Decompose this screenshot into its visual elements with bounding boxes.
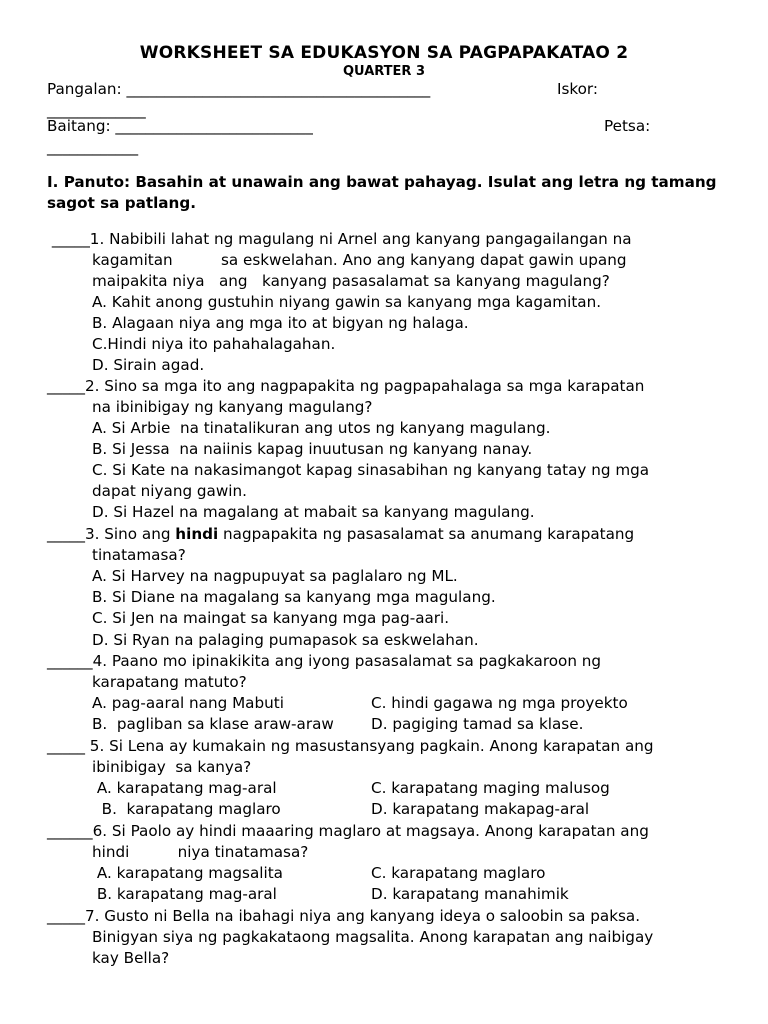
- question-3-choice-a: A. Si Harvey na nagpupuyat sa paglalaro ng ML.: [92, 567, 458, 585]
- question-3-choice-c: C. Si Jen na maingat sa kanyang mga pag-aari.: [92, 609, 450, 627]
- question-7-line-3: kay Bella?: [92, 949, 170, 967]
- question-2-choice-c-line-1: C. Si Kate na nakasimangot kapag sinasabihan ng kanyang tatay ng mga: [92, 461, 650, 479]
- worksheet-title: WORKSHEET SA EDUKASYON SA PAGPAPAKATAO 2: [139, 43, 629, 63]
- question-2-line-1: _____2. Sino sa mga ito ang nagpapakita ng pagpapahalaga sa mga karapatan: [47, 377, 645, 395]
- question-4-choice-b: B. pagliban sa klase araw-araw: [92, 715, 334, 733]
- question-2-line-2: na ibinibigay ng kanyang magulang?: [92, 398, 373, 416]
- name-field: Pangalan: ________________________________________: [47, 80, 431, 98]
- question-2-choice-c-line-2: dapat niyang gawin.: [92, 482, 247, 500]
- question-1-line-1: _____1. Nabibili lahat ng magulang ni Arnel ang kanyang pangagailangan na: [47, 230, 632, 248]
- question-2-choice-b: B. Si Jessa na naiinis kapag inuutusan ng kanyang nanay.: [92, 440, 533, 458]
- question-5-line-2: ibinibigay sa kanya?: [92, 758, 252, 776]
- question-1-choice-a: A. Kahit anong gustuhin niyang gawin sa kanyang mga kagamitan.: [92, 293, 602, 311]
- date-label: Petsa:: [604, 117, 651, 135]
- question-5-choice-a: A. karapatang mag-aral: [92, 779, 277, 797]
- question-3-emphasis: hindi: [175, 525, 219, 543]
- question-3-line-2: tinatamasa?: [92, 546, 186, 564]
- instructions: I. Panuto: Basahin at unawain ang bawat pahayag. Isulat ang letra ng tamang sagot sa patlang.: [47, 173, 717, 212]
- question-6-choice-c: C. karapatang maglaro: [371, 864, 546, 882]
- question-6-choice-b: B. karapatang mag-aral: [92, 885, 277, 903]
- quarter-label: QUARTER 3: [342, 64, 426, 79]
- question-3-choice-b: B. Si Diane na magalang sa kanyang mga magulang.: [92, 588, 496, 606]
- question-6-line-2: hindi niya tinatamasa?: [92, 843, 309, 861]
- question-3-text-start: _____3. Sino ang: [47, 525, 176, 543]
- question-4-choice-d: D. pagiging tamad sa klase.: [371, 715, 584, 733]
- question-6-line-1: ______6. Si Paolo ay hindi maaaring maglaro at magsaya. Anong karapatan ang: [47, 822, 649, 840]
- question-3-line-1: [47, 524, 634, 545]
- question-1-choice-d: D. Sirain agad.: [92, 356, 205, 374]
- question-5-choice-d: D. karapatang makapag-aral: [371, 800, 590, 818]
- question-6-choice-a: A. karapatang magsalita: [92, 864, 283, 882]
- question-5-choice-c: C. karapatang maging malusog: [371, 779, 610, 797]
- date-line: ____________: [47, 138, 139, 156]
- question-2-choice-d: D. Si Hazel na magalang at mabait sa kanyang magulang.: [92, 503, 535, 521]
- question-5-choice-b: B. karapatang maglaro: [92, 800, 281, 818]
- question-2-choice-a: A. Si Arbie na tinatalikuran ang utos ng kanyang magulang.: [92, 419, 551, 437]
- question-4-choice-c: C. hindi gagawa ng mga proyekto: [371, 694, 628, 712]
- question-1-choice-b: B. Alagaan niya ang mga ito at bigyan ng halaga.: [92, 314, 469, 332]
- question-1-line-3: maipakita niya ang kanyang pasasalamat sa kanyang magulang?: [92, 272, 610, 290]
- question-6-choice-d: D. karapatang manahimik: [371, 885, 569, 903]
- question-5-line-1: _____ 5. Si Lena ay kumakain ng masustansyang pagkain. Anong karapatan ang: [47, 737, 654, 755]
- question-4-choice-a: A. pag-aaral nang Mabuti: [92, 694, 284, 712]
- question-7-line-1: _____7. Gusto ni Bella na ibahagi niya ang kanyang ideya o saloobin sa paksa.: [47, 907, 641, 925]
- question-4-line-2: karapatang matuto?: [92, 673, 247, 691]
- grade-field: Baitang: __________________________: [47, 117, 313, 135]
- score-label: Iskor:: [557, 80, 599, 98]
- question-1-choice-c: C.Hindi niya ito pahahalagahan.: [92, 335, 336, 353]
- question-1-line-2: kagamitan sa eskwelahan. Ano ang kanyang dapat gawin upang: [92, 251, 627, 269]
- question-3-text-end: nagpapakita ng pasasalamat sa anumang karapatang: [218, 525, 635, 543]
- question-3-choice-d: D. Si Ryan na palaging pumapasok sa eskwelahan.: [92, 631, 479, 649]
- question-4-line-1: ______4. Paano mo ipinakikita ang iyong pasasalamat sa pagkakaroon ng: [47, 652, 602, 670]
- question-7-line-2: Binigyan siya ng pagkakataong magsalita. Anong karapatan ang naibigay: [92, 928, 654, 946]
- score-line: _____________: [47, 101, 146, 119]
